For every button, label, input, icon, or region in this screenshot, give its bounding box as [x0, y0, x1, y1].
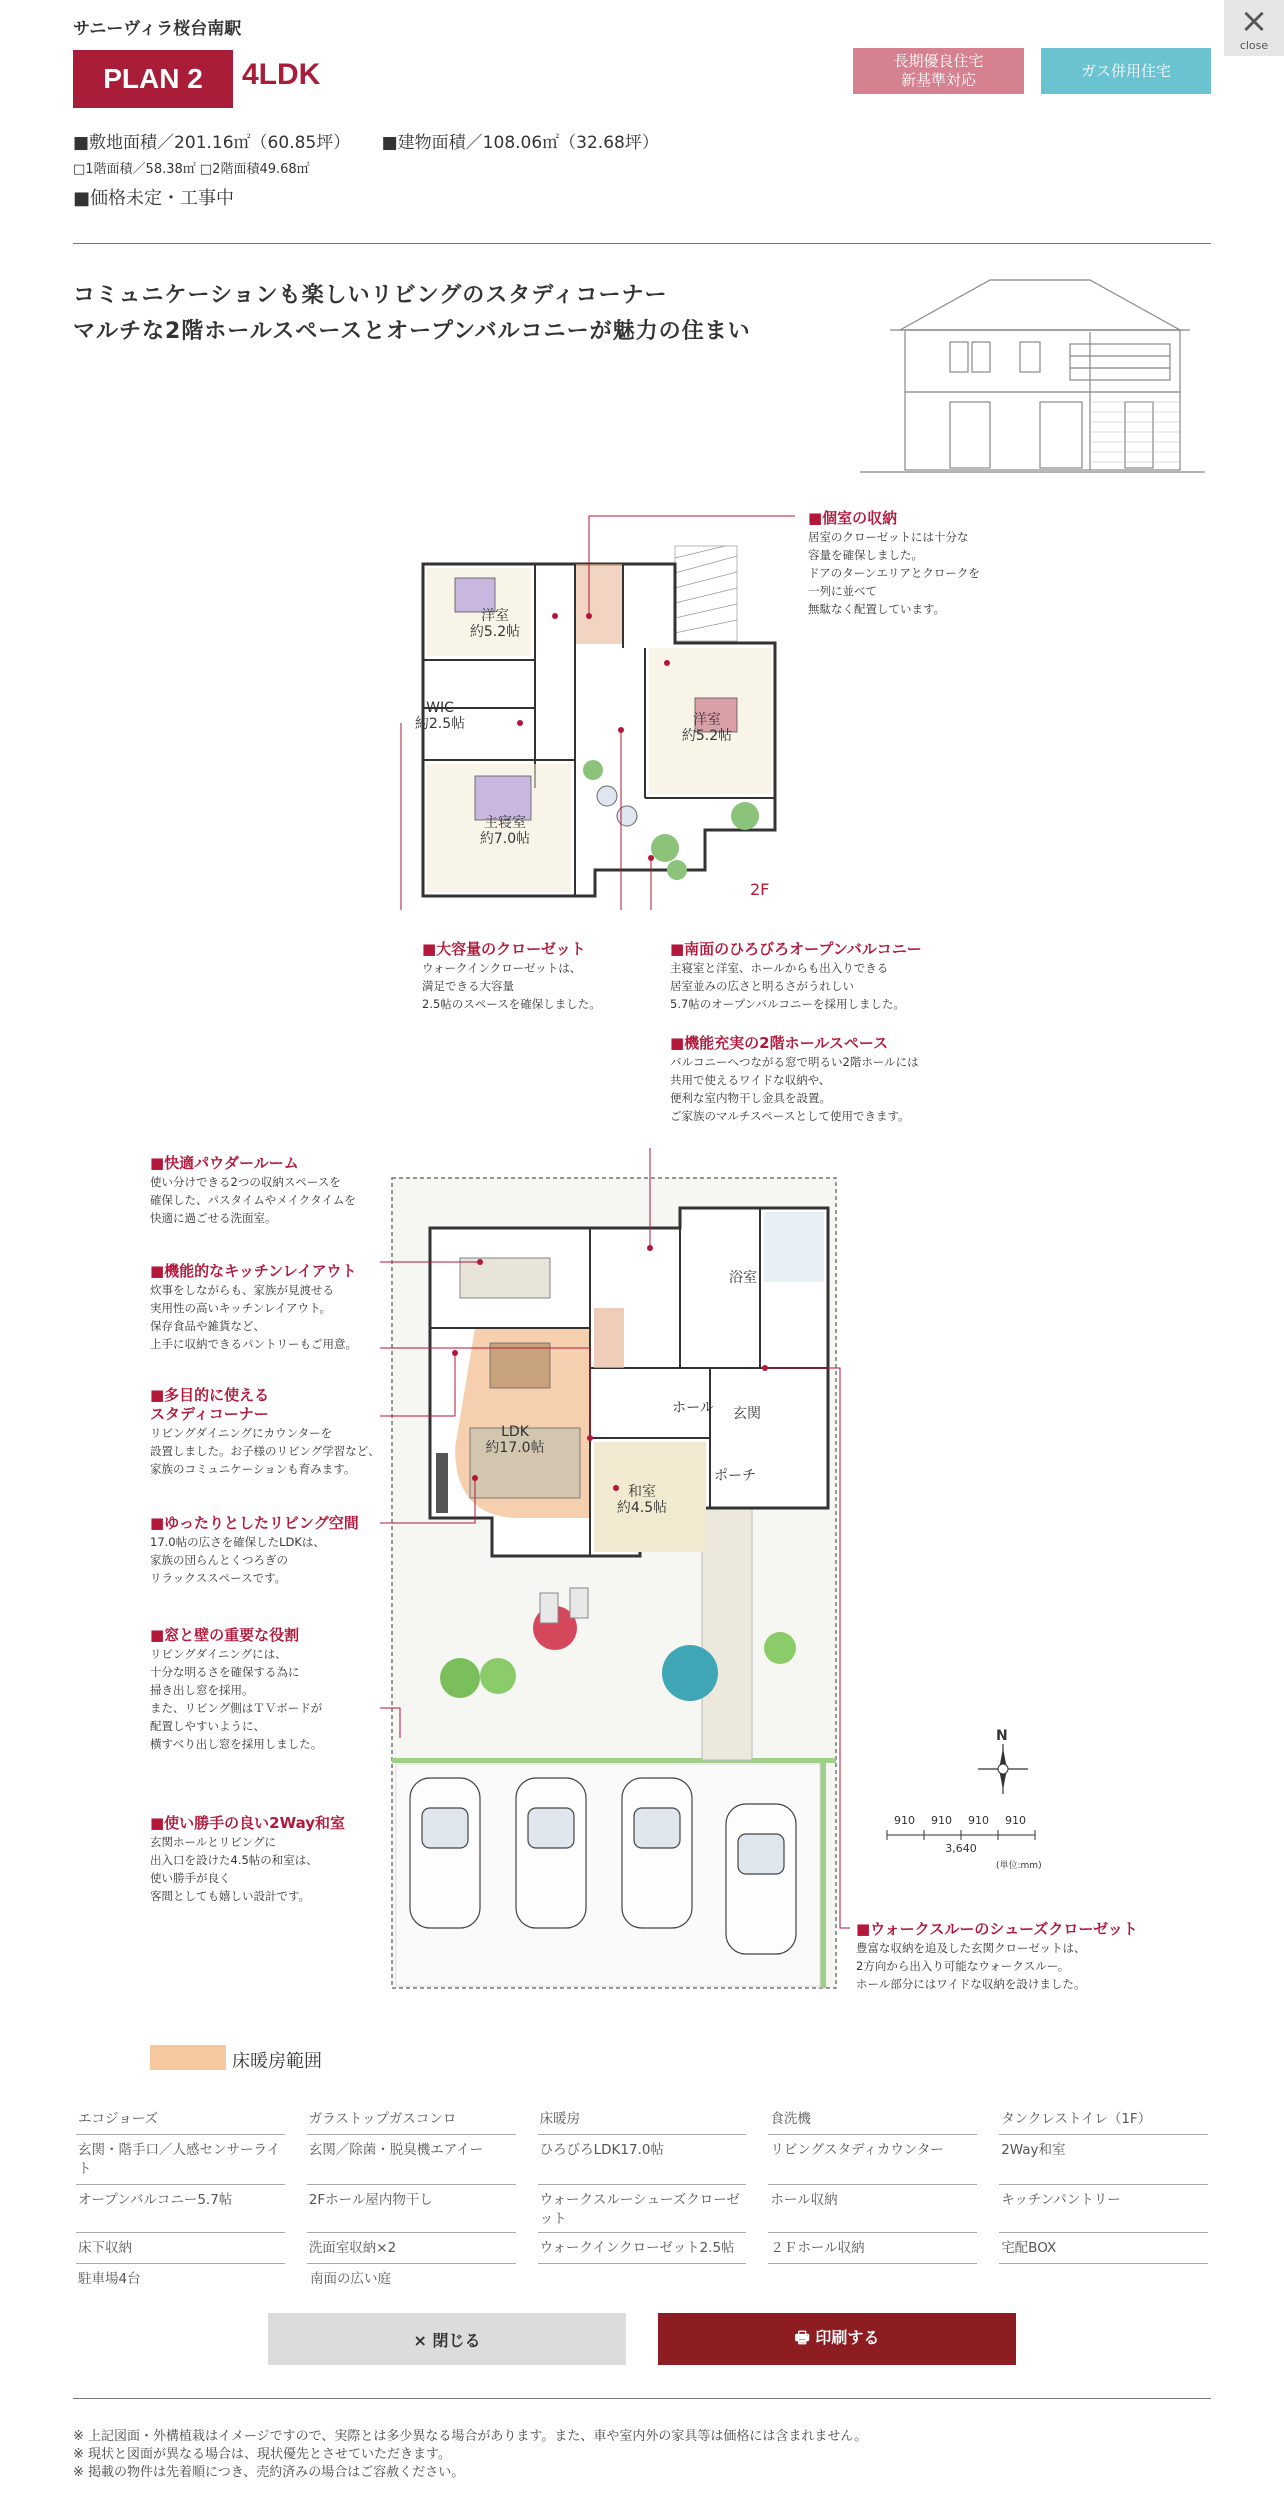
compass-north-label: N [996, 1728, 1008, 1744]
feature-row [76, 2264, 1208, 2294]
scale-unit: (単位:mm) [996, 1861, 1042, 1871]
annotation-private-storage: ■個室の収納 居室のクローゼットには十分な 容量を確保しました。 ドアのターンエリアとクロークを 一列に並べて 無駄なく配置しています。 [808, 509, 980, 616]
close-label: close [1239, 39, 1269, 52]
annotation-shoes-closet: ■ウォークスルーのシューズクローゼット 豊富な収納を追及した玄関クローゼットは、 2方向から出入り可能なウォークスルー。 ホール部分にはワイドな収納を設けました。 [856, 1920, 1138, 1991]
feature-item: 玄関／除菌・脱臭機エアイー [307, 2135, 516, 2185]
room-ldk: LDK 約17.0帖 [485, 1424, 545, 1456]
land-area: ■敷地面積／201.16㎡（60.85坪） [73, 133, 351, 153]
tag-long-term-quality: 長期優良住宅 新基準対応 [853, 48, 1024, 94]
scale-bar [886, 1828, 1038, 1842]
plan-badge: PLAN 2 [73, 50, 233, 108]
building-area: ■建物面積／108.06㎡（32.68坪） [381, 133, 659, 153]
room-bath: 浴室 [729, 1270, 757, 1286]
floor-plan-1f [380, 1148, 850, 1998]
feature-row [76, 2233, 1208, 2264]
close-dialog-button[interactable]: × 閉じる [268, 2313, 626, 2365]
feature-item: ひろびろLDK17.0帖 [538, 2135, 747, 2185]
annotation-study-corner: ■多目的に使える スタディコーナー リビングダイニングにカウンターを 設置しました。お子様のリビング学習など、 家族のコミュニケーションも育みます。 [150, 1386, 380, 1476]
feature-row [76, 2104, 1208, 2135]
stair-area [575, 564, 623, 644]
feature-item: ウォークインクローゼット2.5帖 [538, 2233, 747, 2264]
feature-item: 南面の広い庭 [310, 2271, 391, 2287]
annotation-open-balcony: ■南面のひろびろオープンバルコニー 主寝室と洋室、ホールからも出入りできる 居室並みの広さと明るさがうれしい 5.7帖のオープンバルコニーを採用しました。 [670, 940, 922, 1011]
room-porch: ポーチ [714, 1468, 756, 1484]
price: ■価格未定・工事中 [73, 188, 235, 209]
room-wic: WIC 約2.5帖 [414, 700, 466, 732]
feature-item: 床暖房 [538, 2104, 747, 2135]
plan-type: 4LDK [242, 58, 321, 91]
annotation-powder-room: ■快適パウダールーム 使い分けできる2つの収納スペースを 確保した、パスタイムやメイクタイムを 快適に過ごせる洗面室。 [150, 1154, 356, 1225]
annotation-2way-japanese: ■使い勝手の良い2Way和室 玄関ホールとリビングに 出入口を設けた4.5帖の和室は、 使い勝手が良く 客間としても嬉しい設計です。 [150, 1814, 346, 1903]
feature-item: 床下収納 [76, 2233, 285, 2264]
floor-heating-legend-label: 床暖房範囲 [232, 2051, 322, 2072]
divider-bottom [73, 2398, 1211, 2399]
feature-item: 駐車場4台 [78, 2271, 141, 2287]
site-name: サニーヴィラ桜台南駅 [73, 19, 242, 39]
annotation-kitchen-layout: ■機能的なキッチンレイアウト 炊事をしながらも、家族が見渡せる 実用性の高いキッチンレイアウト。 保存食品や雑貨など、 上手に収納できるパントリーもご用意。 [150, 1262, 357, 1351]
feature-item: キッチンパントリー [999, 2185, 1208, 2233]
note-line: ※ 上記図面・外構植栽はイメージですので、実際とは多少異なる場合があります。また、車や室内外の家具等は価格には含まれません。 [73, 2429, 868, 2444]
print-button[interactable]: 🖶 印刷する [658, 2313, 1016, 2365]
note-line: ※ 現状と図面が異なる場合は、現状優先とさせていただきます。 [73, 2447, 451, 2462]
disclaimer-notes [73, 2428, 867, 2482]
room-entrance: 玄関 [733, 1406, 761, 1422]
annotation-large-closet: ■大容量のクローゼット ウォークインクローゼットは、 満足できる大容量 2.5帖のスペースを確保しました。 [422, 940, 601, 1011]
floor-heating-legend-swatch [150, 2045, 226, 2070]
annotation-living-space: ■ゆったりとしたリビング空間 17.0帖の広さを確保したLDKは、 家族の団らんとくつろぎの リラックススペースです。 [150, 1514, 359, 1585]
scale-total: 3,640 [945, 1842, 977, 1855]
feature-row [76, 2135, 1208, 2185]
feature-item: ガラストップガスコンロ [307, 2104, 516, 2135]
feature-item: 宅配BOX [999, 2233, 1208, 2264]
feature-item: ホール収納 [768, 2185, 977, 2233]
feature-item: 2Fホール屋内物干し [307, 2185, 516, 2233]
room-western-2: 洋室 約5.2帖 [681, 712, 733, 744]
area-specs [73, 128, 685, 153]
floor-label-2f: 2F [750, 880, 770, 899]
headline-2: マルチな2階ホールスペースとオープンバルコニーが魅力の住まい [73, 319, 751, 344]
feature-item: タンクレストイレ（1F） [999, 2104, 1208, 2135]
room-master-bedroom: 主寝室 約7.0帖 [479, 815, 531, 847]
headline-1: コミュニケーションも楽しいリビングのスタディコーナー [73, 283, 668, 308]
feature-row [76, 2185, 1208, 2233]
close-button[interactable] [1224, 0, 1284, 56]
divider [73, 243, 1211, 244]
floor-areas: □1階面積／58.38㎡ □2階面積49.68㎡ [73, 162, 310, 177]
house-elevation-image [860, 272, 1205, 482]
note-line: ※ 掲載の物件は先着順につき、売約済みの場合はご容赦ください。 [73, 2465, 465, 2480]
scale-segments: 910 910 910 910 [894, 1814, 1026, 1827]
feature-item: ２Ｆホール収納 [768, 2233, 977, 2264]
tag-gas-house: ガス併用住宅 [1041, 48, 1211, 94]
feature-item: エコジョーズ [76, 2104, 285, 2135]
feature-item: ウォークスルーシューズクローゼット [538, 2185, 747, 2233]
feature-item: 洗面室収納×2 [307, 2233, 516, 2264]
annotation-2f-hall: ■機能充実の2階ホールスペース バルコニーへつながる窓で明るい2階ホールには 共用で使えるワイドな収納や、 便利な室内物干し金具を設置。 ご家族のマルチスペースとして使用できます。 [670, 1034, 919, 1123]
close-icon: × [1239, 1, 1269, 41]
feature-item: 食洗機 [768, 2104, 977, 2135]
annotation-window-wall: ■窓と壁の重要な役割 リビングダイニングには、 十分な明るさを確保する為に 掃き出し窓を採用。 また、リビング側はＴＶボードが 配置しやすいように、 横すべり出し窓を採用しました。 [150, 1626, 323, 1751]
room-western-1: 洋室 約5.2帖 [469, 608, 521, 640]
feature-item: オープンバルコニー5.7帖 [76, 2185, 285, 2233]
feature-item: 2Way和室 [999, 2135, 1208, 2185]
compass-icon [978, 1744, 1028, 1794]
feature-item: リビングスタディカウンター [768, 2135, 977, 2185]
room-hall: ホール [672, 1400, 714, 1416]
room-japanese: 和室 約4.5帖 [616, 1484, 668, 1516]
feature-list [76, 2104, 1208, 2294]
feature-item: 玄関・階手口／人感センサーライト [76, 2135, 285, 2185]
